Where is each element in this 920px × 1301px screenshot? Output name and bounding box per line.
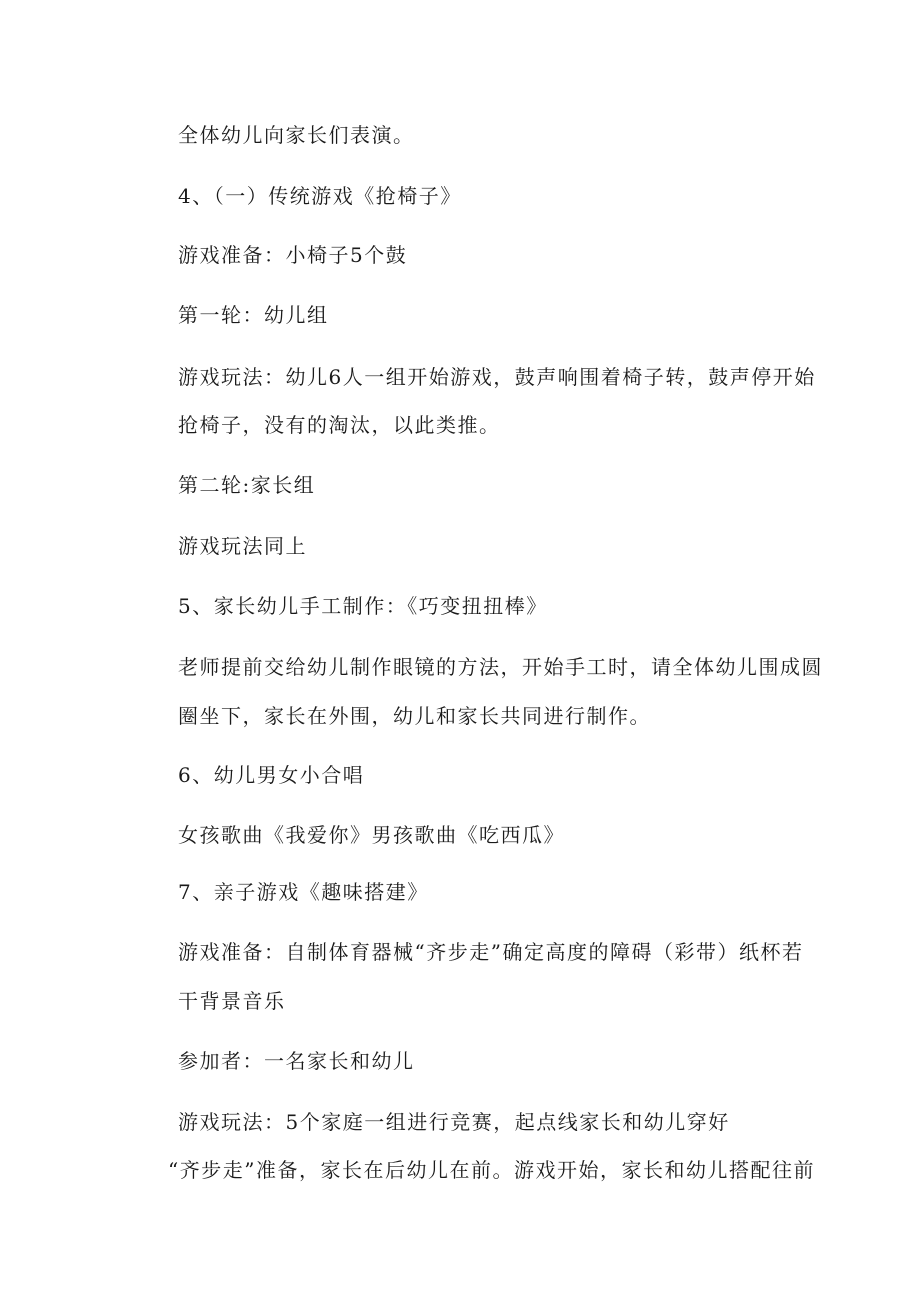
text-line: 游戏准备：小椅子5个鼓: [178, 243, 408, 267]
section-heading: 4、（一）传统游戏《抢椅子》: [178, 184, 462, 208]
section-heading: 7、亲子游戏《趣味搭建》: [178, 880, 429, 904]
text-line: 游戏玩法：5个家庭一组进行竞赛，起点线家长和幼儿穿好: [178, 1110, 730, 1134]
text-line: 全体幼儿向家长们表演。: [178, 123, 415, 147]
text-line: 游戏玩法：幼儿6人一组开始游戏，鼓声响围着椅子转，鼓声停开始: [178, 365, 816, 389]
text-line: 第二轮:家长组: [178, 473, 316, 497]
section-heading: 6、幼儿男女小合唱: [178, 763, 365, 787]
text-line: 干背景音乐: [178, 989, 286, 1013]
section-heading: 5、家长幼儿手工制作：《巧变扭扭棒》: [178, 594, 548, 618]
text-line: 圈坐下，家长在外围，幼儿和家长共同进行制作。: [178, 704, 651, 728]
text-line: 抢椅子，没有的淘汰，以此类推。: [178, 413, 501, 437]
text-line: 游戏玩法同上: [178, 534, 307, 558]
text-line: 老师提前交给幼儿制作眼镜的方法，开始手工时，请全体幼儿围成圆: [178, 655, 823, 679]
text-line: 游戏准备：自制体育器械“齐步走”确定高度的障碍（彩带）纸杯若: [178, 940, 804, 964]
text-line: 参加者：一名家长和幼儿: [178, 1049, 415, 1073]
text-line: 第一轮：幼儿组: [178, 303, 329, 327]
text-line: “齐步走”准备，家长在后幼儿在前。游戏开始，家长和幼儿搭配往前: [168, 1158, 815, 1182]
text-line: 女孩歌曲《我爱你》男孩歌曲《吃西瓜》: [178, 823, 565, 847]
